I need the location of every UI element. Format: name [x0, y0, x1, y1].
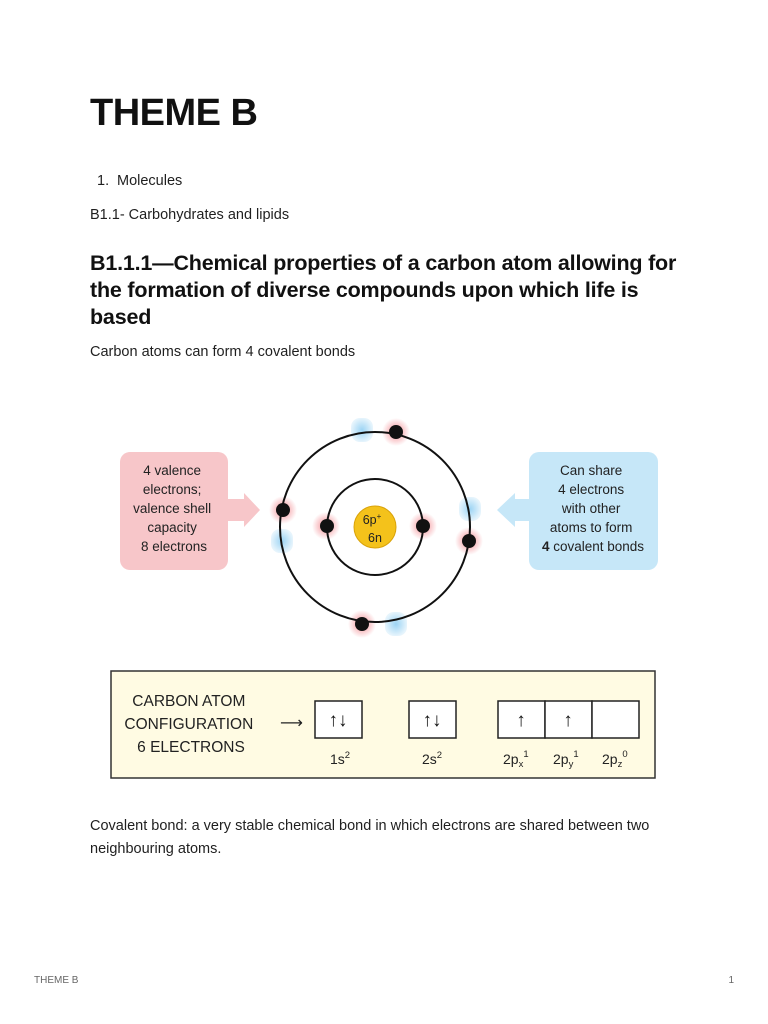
orbital-label-2px: $2p_x^1$ [503, 749, 529, 770]
orbital-label-2pz: $2p_z^0$ [602, 749, 628, 770]
orbital-arrows: ↑↓ [422, 710, 442, 731]
left-box-line: electrons; [142, 482, 202, 497]
left-box-line: 8 electrons [140, 539, 208, 554]
sharing-info-box [497, 452, 658, 570]
page-title: THEME B [90, 92, 258, 134]
config-label-line: CARBON ATOM [132, 693, 246, 710]
nucleus-neutrons: 6n [368, 531, 382, 545]
right-box-line: 4 electrons [558, 482, 625, 497]
section-heading: B1.1.1—Chemical properties of a carbon atom allowing for the formation of diverse compounds upon which life is based [90, 251, 677, 329]
list-item-text: Molecules [117, 173, 183, 189]
electron [276, 503, 290, 517]
left-box-line: 4 valence [143, 463, 202, 478]
footer-title: THEME B [34, 975, 79, 986]
right-box-bold: 4 [541, 539, 550, 554]
paragraph-carbon-bonds: Carbon atoms can form 4 covalent bonds [90, 344, 356, 360]
valence-info-box [120, 452, 260, 570]
nucleus-charge: + [376, 512, 382, 521]
page-number: 1 [728, 975, 734, 986]
config-label-line: 6 ELECTRONS [137, 739, 245, 756]
orbital-label-1s: $1s^2$ [330, 750, 351, 767]
left-box-line: valence shell [133, 501, 212, 516]
orbital-box-2pz [592, 701, 639, 738]
electron [416, 519, 430, 533]
paragraph-covalent-definition: Covalent bond: a very stable chemical bond in which electrons are shared between two neighbouring atoms. [90, 818, 650, 857]
subheading: B1.1- Carbohydrates and lipids [90, 207, 290, 223]
list-number: 1. [97, 173, 110, 189]
right-box-line: atoms to form [549, 520, 633, 535]
orbital-arrows: ↑ [563, 710, 573, 731]
config-arrow: ⟶ [280, 715, 303, 732]
electron-configuration-figure [111, 671, 655, 778]
electron [355, 617, 369, 631]
orbital-arrows: ↑↓ [328, 710, 348, 731]
nucleus-protons: 6p [362, 513, 377, 527]
svg-text:4 valence electrons; [133, 463, 215, 554]
electron [389, 425, 403, 439]
right-box-line: with other [561, 501, 621, 516]
orbital-arrows: ↑ [516, 710, 526, 731]
electron [320, 519, 334, 533]
left-box-line: capacity [147, 520, 197, 535]
electron [462, 534, 476, 548]
orbital-label-2s: $2s^2$ [422, 750, 443, 767]
orbital-label-2py: $2p_y^1$ [553, 749, 579, 770]
svg-text:CARBON ATOM CONFIGURATIO [124, 693, 257, 756]
right-box-line: Can share [559, 463, 623, 478]
nucleus [354, 506, 396, 548]
right-box-line: covalent bonds [549, 539, 645, 554]
config-label-line: CONFIGURATION [124, 716, 254, 733]
